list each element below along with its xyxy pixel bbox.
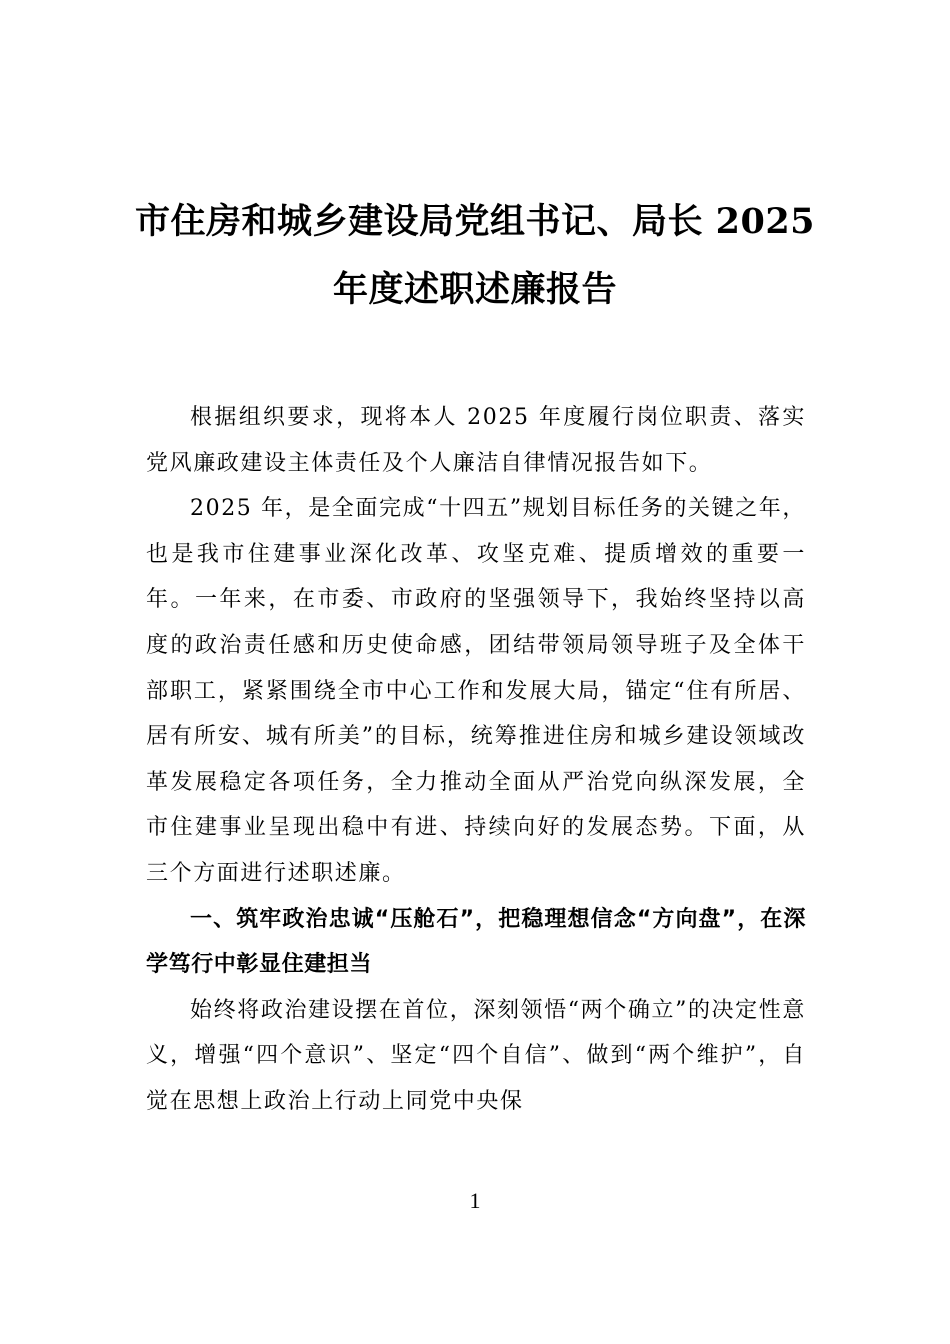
section-paragraph: 始终将政治建设摆在首位，深刻领悟“两个确立”的决定性意义，增强“四个意识”、坚定“四个自信”、做到“两个维护”，自觉在思想上政治上行动上同党中央保 xyxy=(146,997,806,1114)
document-title xyxy=(120,188,830,324)
page-number: 1 xyxy=(469,1188,481,1213)
overview-paragraph: 2025 年，是全面完成“十四五”规划目标任务的关键之年，也是我市住建事业深化改革、攻坚克难、提质增效的重要一年。一年来，在市委、市政府的坚强领导下，我始终坚持以高度的政治责任感和历史使命感，团结带领局领导班子及全体干部职工，紧紧围绕全市中心工作和发展大局，锚定“住有所居、居有所安、城有所美”的目标，统筹推进住房和城乡建设领域改革发展稳定各项任务，全力推动全面从严治党向纵深发展，全市住建事业呈现出稳中有进、持续向好的发展态势。下面，从三个方面进行述职述廉。 xyxy=(146,496,806,886)
intro-paragraph: 根据组织要求，现将本人 2025 年度履行岗位职责、落实党风廉政建设主体责任及个人廉洁自律情况报告如下。 xyxy=(146,405,806,476)
title-line-1: 市住房和城乡建设局党组书记、局长 2025 xyxy=(134,201,816,242)
section-heading: 一、筑牢政治忠诚“压舱石”，把稳理想信念“方向盘”，在深学笃行中彰显住建担当 xyxy=(146,906,806,978)
document-body xyxy=(146,395,806,1125)
title-line-2: 年度述职述廉报告 xyxy=(332,269,617,310)
